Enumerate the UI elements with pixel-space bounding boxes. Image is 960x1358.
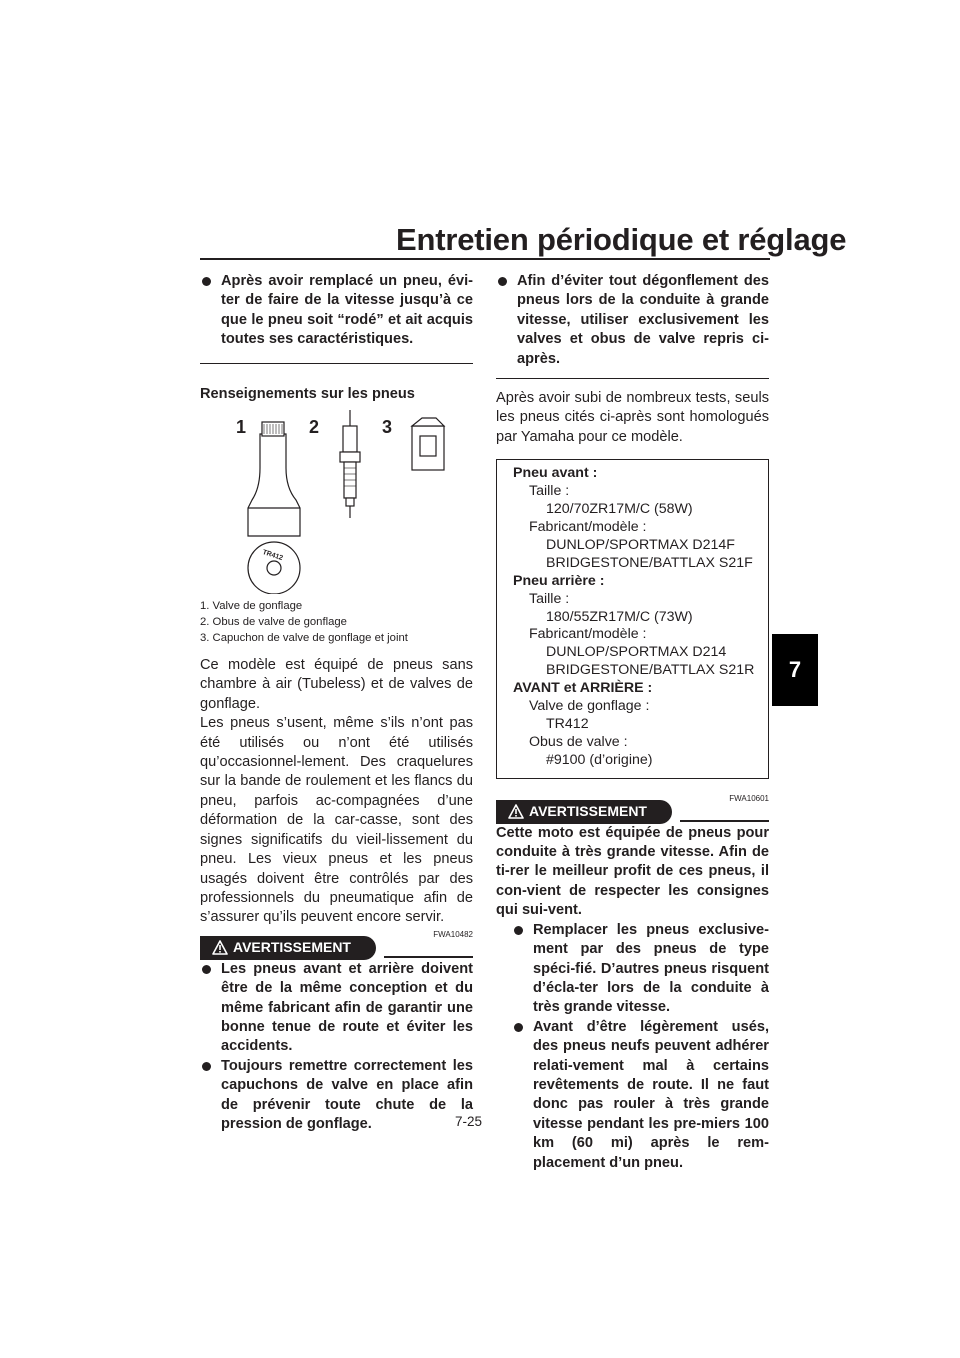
- callout-3: 3: [382, 417, 393, 438]
- warning-label: AVERTISSEMENT: [529, 802, 647, 819]
- spec-front-maker-label: Fabricant/modèle :: [529, 518, 647, 535]
- spec-core-value: #9100 (d’origine): [546, 751, 653, 768]
- bullet-icon: [202, 1062, 211, 1071]
- bullet-icon: [514, 926, 523, 935]
- chapter-tab: 7: [772, 634, 818, 706]
- caption-2: 2. Obus de valve de gonflage: [200, 616, 347, 629]
- bullet-item: Remplacer les pneus exclusive-ment par des pneus de type spéci-fié. D’autres pneus risquent d’écla-ter lors de la conduite à très grande vitesse.: [512, 921, 769, 1018]
- warning-label: AVERTISSEMENT: [233, 939, 351, 956]
- warning-block-left: [200, 929, 473, 1135]
- warning-intro: Cette moto est équipée de pneus pour conduite à très grande vitesse. Afin de ti-rer le meilleur profit de ces pneus, il con-vient de respecter les consignes qui sui-vent.: [496, 824, 769, 919]
- paragraph-homologation: Après avoir subi de nombreux tests, seuls les pneus cités ci-après sont homologués par Yamaha pour ce modèle.: [496, 390, 769, 445]
- paragraph-ageing: Les pneus s’usent, même s’ils n’ont pas été utilisés ou n’ont été utilisés qu’occasionnel-lement. Des craquelures sur la bande de roulement et les flancs du pneu, parfois ac-compagnées d’une déformation de la car-casse, sont des signes significatifs du vieil-lissement du pneu. Les vieux pneus et les pneus usagés doivent être contrôlés par des professionnels du pneumatique afin de s’assurer qu’ils peuvent encore servir.: [200, 715, 473, 926]
- bullet-item: Après avoir remplacé un pneu, évi-ter de faire de la vitesse jusqu’à ce que le pneu soit “rodé” et ait acquis toutes ses caractéristiques.: [200, 272, 473, 350]
- spec-rear-size-label: Taille :: [529, 590, 570, 607]
- title-rule: [200, 258, 770, 260]
- left-top-bullet-list: [200, 272, 473, 350]
- left-column: [200, 272, 473, 1134]
- spec-valve-label: Valve de gonflage :: [529, 698, 650, 715]
- spec-both-heading: AVANT et ARRIÈRE :: [513, 680, 653, 697]
- bullet-item: Les pneus avant et arrière doivent être de la même conception et du même fabricant afin de garantir une bonne tenue de route et éviter les accidents.: [200, 960, 473, 1057]
- callout-1: 1: [236, 417, 247, 438]
- spec-rear-maker-2: BRIDGESTONE/BATTLAX S21R: [546, 662, 755, 679]
- bullet-icon: [498, 277, 507, 286]
- divider: [200, 363, 473, 364]
- figure-captions: [200, 598, 473, 646]
- warning-badge: [200, 936, 376, 960]
- spec-front-maker-1: DUNLOP/SPORTMAX D214F: [546, 536, 735, 553]
- bullet-item: Afin d’éviter tout dégonflement des pneus lors de la conduite à grande vitesse, utiliser exclusivement les valves et obus de valve repris ci-après.: [496, 272, 769, 369]
- bullet-item: Avant d’être légèrement usés, des pneus neufs peuvent adhérer relati-vement mal à certains revêtements de route. Il ne faut donc pas rouler à très grande vitesse pendant les pre-miers 100 km (60 mi) après le rem-placement d’un pneu.: [512, 1018, 769, 1173]
- bullet-icon: [202, 277, 211, 286]
- warning-list: [512, 921, 769, 1173]
- valve-figure: [200, 408, 473, 594]
- warning-rule: [680, 820, 769, 822]
- divider: [496, 378, 769, 379]
- warning-block-right: [496, 793, 769, 1173]
- bullet-icon: [514, 1023, 523, 1032]
- bullet-icon: [202, 965, 211, 974]
- valve-marking: TR412: [261, 548, 284, 563]
- warning-code: FWA10482: [433, 929, 473, 939]
- callout-2: 2: [309, 417, 320, 438]
- spec-rear-heading: Pneu arrière :: [513, 572, 605, 589]
- spec-rear-size-value: 180/55ZR17M/C (73W): [546, 608, 693, 625]
- spec-front-maker-2: BRIDGESTONE/BATTLAX S21F: [546, 554, 753, 571]
- warning-header: [496, 800, 769, 824]
- paragraph-tubeless: Ce modèle est équipé de pneus sans chambre à air (Tubeless) et de valves de gonflage.: [200, 657, 473, 712]
- warning-list: [200, 960, 473, 1135]
- caption-1: 1. Valve de gonflage: [200, 600, 303, 613]
- warning-header: [200, 936, 473, 960]
- spec-rear-maker-label: Fabricant/modèle :: [529, 626, 647, 643]
- warning-triangle-icon: [212, 940, 228, 955]
- spec-front-size-value: 120/70ZR17M/C (58W): [546, 501, 693, 518]
- caption-3: 3. Capuchon de valve de gonflage et joint: [200, 632, 408, 645]
- bullet-item: Toujours remettre correctement les capuchons de valve en place afin de prévenir toute chute de la pression de gonflage.: [200, 1057, 473, 1135]
- warning-badge: [496, 800, 672, 824]
- spec-rear-maker-1: DUNLOP/SPORTMAX D214: [546, 644, 727, 661]
- warning-code: FWA10601: [729, 793, 769, 803]
- spec-core-label: Obus de valve :: [529, 733, 628, 750]
- spec-valve-value: TR412: [546, 715, 589, 732]
- warning-rule: [384, 956, 473, 958]
- spec-front-size-label: Taille :: [529, 483, 570, 500]
- right-top-bullet-list: [496, 272, 769, 369]
- right-column: [496, 272, 769, 1173]
- tire-spec-box: [496, 459, 769, 778]
- page-number: 7-25: [455, 1114, 483, 1129]
- section-heading: Renseignements sur les pneus: [200, 385, 415, 402]
- spec-front-heading: Pneu avant :: [513, 465, 598, 482]
- warning-triangle-icon: [508, 804, 524, 819]
- page-title: Entretien périodique et réglage: [396, 222, 847, 257]
